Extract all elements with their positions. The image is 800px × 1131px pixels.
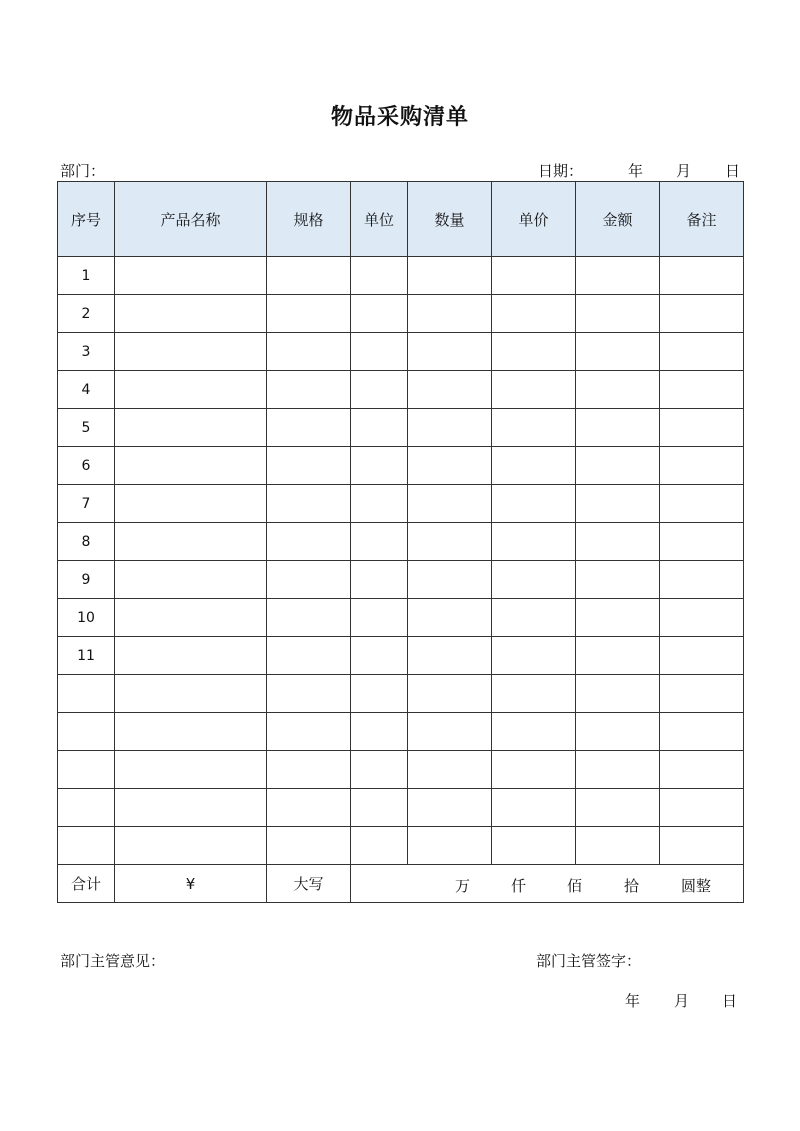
cell-index: 2 [58,295,115,333]
cell-unit-price[interactable] [492,713,576,751]
table-row [58,333,744,371]
cell-unit-price[interactable] [492,447,576,485]
cell-unit-price[interactable] [492,485,576,523]
table-row [58,409,744,447]
cell-unit-price[interactable] [492,599,576,637]
unit-bai: 佰 [567,877,583,895]
cell-unit[interactable] [351,637,408,675]
cell-spec[interactable] [267,599,351,637]
cell-remarks[interactable] [660,789,744,827]
cell-unit[interactable] [351,333,408,371]
cell-unit-price[interactable] [492,371,576,409]
cell-quantity[interactable] [408,295,492,333]
cell-product-name[interactable] [115,447,267,485]
cell-spec[interactable] [267,675,351,713]
cell-unit[interactable] [351,827,408,865]
cell-amount[interactable] [576,409,660,447]
table-header-row [58,182,744,257]
cell-index: 5 [58,409,115,447]
table-row [58,751,744,789]
cell-unit-price[interactable] [492,257,576,295]
cell-amount[interactable] [576,827,660,865]
cell-index: 10 [58,599,115,637]
cell-spec[interactable] [267,409,351,447]
date-label: 日期： [538,162,584,180]
cell-unit-price[interactable] [492,561,576,599]
cell-unit[interactable] [351,295,408,333]
cell-unit[interactable] [351,561,408,599]
cell-unit[interactable] [351,257,408,295]
cell-unit-price[interactable] [492,789,576,827]
cell-remarks[interactable] [660,751,744,789]
cell-unit-price[interactable] [492,751,576,789]
date-year-label: 年 [628,162,644,180]
cell-quantity[interactable] [408,789,492,827]
cell-quantity[interactable] [408,523,492,561]
cell-index [58,751,115,789]
cell-quantity[interactable] [408,447,492,485]
cell-remarks[interactable] [660,523,744,561]
cell-amount[interactable] [576,295,660,333]
cell-product-name[interactable] [115,523,267,561]
cell-quantity[interactable] [408,675,492,713]
cell-unit[interactable] [351,789,408,827]
total-row [58,865,744,903]
cell-quantity[interactable] [408,485,492,523]
unit-yuan-zheng: 圆整 [681,877,712,895]
cell-spec[interactable] [267,561,351,599]
cell-index: 7 [58,485,115,523]
cell-spec[interactable] [267,751,351,789]
cell-unit-price[interactable] [492,295,576,333]
uppercase-label: 大写 [267,865,351,903]
table-row [58,447,744,485]
cell-amount[interactable] [576,675,660,713]
cell-product-name[interactable] [115,637,267,675]
column-header-quantity: 数量 [408,182,492,257]
cell-spec[interactable] [267,713,351,751]
footer-year-label: 年 [625,992,641,1010]
document-title: 物品采购清单 [330,105,469,130]
cell-amount[interactable] [576,333,660,371]
cell-spec[interactable] [267,447,351,485]
cell-index: 6 [58,447,115,485]
cell-spec[interactable] [267,333,351,371]
table-row [58,599,744,637]
cell-remarks[interactable] [660,295,744,333]
date-day-label: 日 [725,162,741,180]
unit-wan: 万 [455,877,471,895]
total-label: 合计 [58,865,115,903]
uppercase-amount-cell[interactable] [351,865,744,903]
cell-remarks[interactable] [660,599,744,637]
cell-index: 11 [58,637,115,675]
cell-remarks[interactable] [660,637,744,675]
cell-remarks[interactable] [660,675,744,713]
unit-qian: 仟 [511,877,527,895]
cell-product-name[interactable] [115,751,267,789]
cell-remarks[interactable] [660,485,744,523]
total-currency[interactable]: ¥ [115,865,267,903]
cell-quantity[interactable] [408,713,492,751]
cell-amount[interactable] [576,637,660,675]
cell-amount[interactable] [576,485,660,523]
cell-product-name[interactable] [115,257,267,295]
cell-quantity[interactable] [408,827,492,865]
cell-unit[interactable] [351,409,408,447]
cell-remarks[interactable] [660,257,744,295]
cell-unit-price[interactable] [492,409,576,447]
cell-index: 3 [58,333,115,371]
footer-date [620,990,745,1010]
cell-spec[interactable] [267,789,351,827]
cell-unit[interactable] [351,751,408,789]
cell-spec[interactable] [267,637,351,675]
cell-spec[interactable] [267,371,351,409]
cell-unit[interactable] [351,599,408,637]
cell-remarks[interactable] [660,561,744,599]
cell-amount[interactable] [576,257,660,295]
column-header-remarks: 备注 [660,182,744,257]
table-row [58,295,744,333]
cell-unit[interactable] [351,713,408,751]
cell-index: 1 [58,257,115,295]
column-header-index: 序号 [58,182,115,257]
cell-quantity[interactable] [408,599,492,637]
cell-remarks[interactable] [660,827,744,865]
manager-opinion-label: 部门主管意见： [60,952,166,970]
column-header-amount: 金额 [576,182,660,257]
cell-amount[interactable] [576,523,660,561]
cell-quantity[interactable] [408,751,492,789]
cell-unit-price[interactable] [492,675,576,713]
table-row [58,257,744,295]
cell-product-name[interactable] [115,371,267,409]
column-header-spec: 规格 [267,182,351,257]
cell-spec[interactable] [267,827,351,865]
cell-remarks[interactable] [660,409,744,447]
cell-product-name[interactable] [115,713,267,751]
cell-amount[interactable] [576,371,660,409]
cell-index [58,713,115,751]
cell-spec[interactable] [267,295,351,333]
department-label: 部门： [60,162,106,180]
cell-unit[interactable] [351,675,408,713]
cell-index: 4 [58,371,115,409]
table-row [58,789,744,827]
cell-amount[interactable] [576,713,660,751]
cell-product-name[interactable] [115,827,267,865]
table-row [58,713,744,751]
cell-spec[interactable] [267,485,351,523]
cell-index [58,675,115,713]
manager-signature-label: 部门主管签字： [536,952,642,970]
cell-product-name[interactable] [115,409,267,447]
cell-product-name[interactable] [115,599,267,637]
cell-quantity[interactable] [408,637,492,675]
cell-product-name[interactable] [115,675,267,713]
cell-amount[interactable] [576,447,660,485]
cell-unit-price[interactable] [492,333,576,371]
table-row [58,523,744,561]
unit-shi: 拾 [624,877,640,895]
cell-quantity[interactable] [408,561,492,599]
cell-remarks[interactable] [660,371,744,409]
date-month-label: 月 [676,162,692,180]
column-header-product-name: 产品名称 [115,182,267,257]
cell-product-name[interactable] [115,485,267,523]
cell-amount[interactable] [576,751,660,789]
cell-unit-price[interactable] [492,523,576,561]
cell-spec[interactable] [267,257,351,295]
cell-quantity[interactable] [408,371,492,409]
table-row [58,485,744,523]
cell-unit[interactable] [351,447,408,485]
cell-product-name[interactable] [115,561,267,599]
table-row [58,827,744,865]
cell-index [58,827,115,865]
cell-unit[interactable] [351,523,408,561]
cell-quantity[interactable] [408,409,492,447]
cell-spec[interactable] [267,523,351,561]
cell-unit[interactable] [351,371,408,409]
cell-product-name[interactable] [115,295,267,333]
cell-product-name[interactable] [115,789,267,827]
footer-day-label: 日 [722,992,738,1010]
cell-remarks[interactable] [660,713,744,751]
cell-amount[interactable] [576,599,660,637]
cell-index [58,789,115,827]
cell-quantity[interactable] [408,257,492,295]
table-row [58,637,744,675]
cell-amount[interactable] [576,561,660,599]
column-header-unit-price: 单价 [492,182,576,257]
table-row [58,561,744,599]
cell-product-name[interactable] [115,333,267,371]
cell-index: 9 [58,561,115,599]
cell-amount[interactable] [576,789,660,827]
cell-index: 8 [58,523,115,561]
cell-remarks[interactable] [660,447,744,485]
column-header-unit: 单位 [351,182,408,257]
table-row [58,371,744,409]
footer-month-label: 月 [674,992,690,1010]
cell-unit[interactable] [351,485,408,523]
purchase-table [57,181,744,903]
cell-unit-price[interactable] [492,827,576,865]
cell-unit-price[interactable] [492,637,576,675]
cell-remarks[interactable] [660,333,744,371]
table-row [58,675,744,713]
cell-quantity[interactable] [408,333,492,371]
